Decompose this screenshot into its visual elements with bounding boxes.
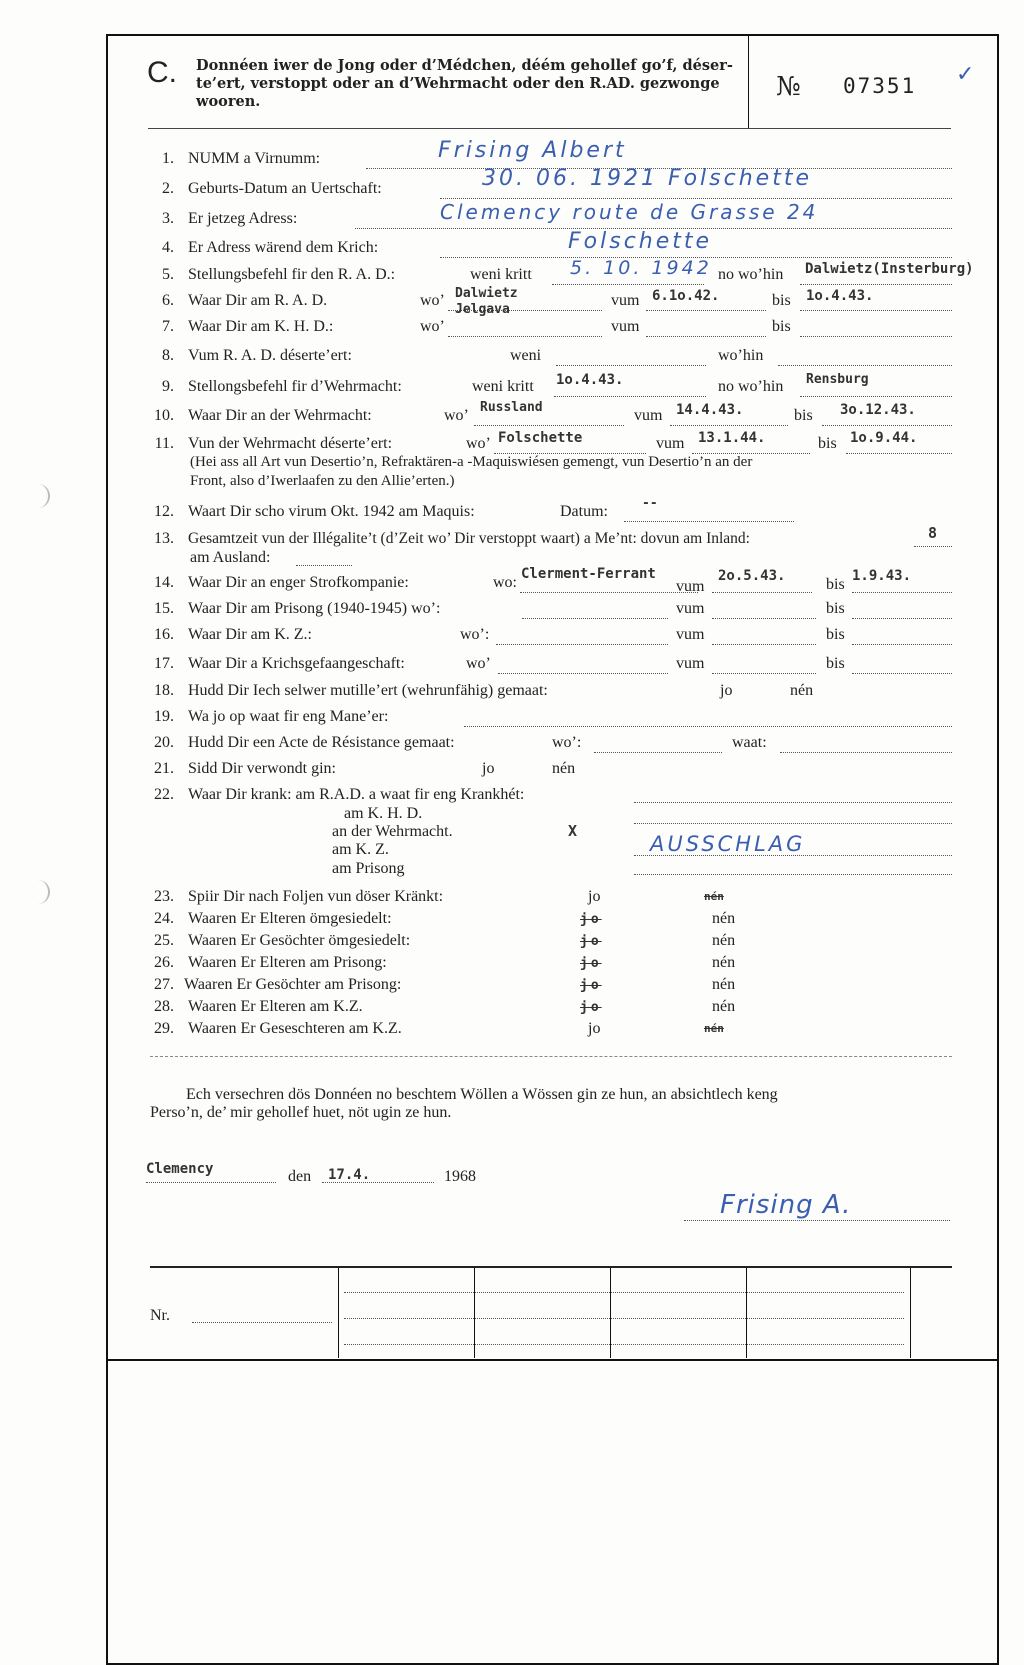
row-label: Waart Dir scho virum Okt. 1942 am Maquis:	[188, 503, 475, 520]
wehrmacht-place: Russland	[480, 400, 543, 415]
dotted-fill-line	[712, 673, 816, 674]
bis-label: bis	[826, 655, 845, 672]
wo-label: wo’	[420, 318, 445, 335]
dotted-fill-line	[448, 336, 602, 337]
yes-option-struck: jo	[580, 978, 602, 993]
where-label: wo’hin	[718, 347, 764, 364]
row-label: Vum R. A. D. déserte’ert:	[188, 347, 352, 364]
dotted-fill-line	[192, 1322, 332, 1323]
bis-label: bis	[772, 292, 791, 309]
dotted-fill-line	[914, 546, 952, 547]
row-number: 2.	[162, 180, 174, 197]
row-label: Waaren Er Elteren ömgesiedelt:	[188, 910, 392, 927]
wo-label: wo’	[420, 292, 445, 309]
maquis-date: --	[642, 496, 658, 511]
dotted-fill-line	[634, 874, 952, 875]
inland-months: 8	[928, 524, 938, 542]
dotted-fill-line	[344, 1318, 904, 1319]
wartime-address-value: Folschette	[568, 229, 713, 254]
row-label: Waaren Er Geseschteren am K.Z.	[188, 1020, 402, 1037]
dotted-fill-line	[474, 425, 624, 426]
row-number: 10.	[154, 407, 174, 424]
row-label: Er Adress wärend dem Krich:	[188, 239, 379, 256]
row-number: 18.	[154, 682, 174, 699]
where-label: no wo’hin	[718, 378, 784, 395]
rad-from: 6.1o.42.	[652, 288, 720, 304]
dotted-fill-line	[684, 1220, 950, 1221]
den-label: den	[288, 1168, 312, 1185]
name-value: Frising Albert	[438, 138, 627, 163]
vum-label: vum	[656, 435, 685, 452]
row-number: 21.	[154, 760, 174, 777]
footer-col-5	[910, 1268, 911, 1358]
bis-label: bis	[794, 407, 813, 424]
row-number: 11.	[154, 435, 174, 452]
row-label: Waaren Er Elteren am K.Z.	[188, 998, 363, 1015]
dotted-fill-line	[800, 284, 952, 285]
wehrmacht-order-place: Rensburg	[806, 372, 869, 387]
abroad-label: am Ausland:	[190, 549, 271, 566]
row-label: Waar Dir am R. A. D.	[188, 292, 328, 309]
dotted-fill-line	[554, 396, 706, 397]
header-title-line2: te’ert, verstoppt oder an d’Wehrmacht oder den R.AD. gezwonge	[196, 75, 720, 92]
row-label: Stellungsbefehl fir den R. A. D.:	[188, 266, 396, 283]
dotted-fill-line	[800, 310, 952, 311]
footer-col-1	[338, 1268, 339, 1358]
dotted-fill-line	[464, 726, 952, 727]
yes-option-struck: jo	[580, 1000, 602, 1015]
dotted-fill-line	[146, 1182, 276, 1183]
dotted-fill-line	[646, 336, 766, 337]
dotted-fill-line	[822, 425, 952, 426]
bis-label: bis	[772, 318, 791, 335]
rad-to: 1o.4.43.	[806, 288, 874, 304]
rad-place-1: Dalwietz	[455, 286, 518, 301]
row-number: 16.	[154, 626, 174, 643]
row-number: 17.	[154, 655, 174, 672]
row-number: 3.	[162, 210, 174, 227]
row-number: 6.	[162, 292, 174, 309]
sign-year: 1968	[444, 1168, 476, 1185]
dotted-fill-line	[778, 365, 952, 366]
row-label: Waar Dir am K. Z.:	[188, 626, 312, 643]
row-number: 23.	[154, 888, 174, 905]
row-number: 26.	[154, 954, 174, 971]
vum-label: vum	[676, 578, 705, 595]
waat-label: waat:	[732, 734, 767, 751]
rad-order-date: 5. 10. 1942	[570, 257, 712, 279]
header-title	[196, 57, 733, 111]
header-title-line1: Donnéen iwer de Jong oder d’Médchen, déém gehollef go’f, déser-	[196, 57, 733, 74]
desertion-note-line2: Front, also d’Iwerlaafen zu den Allie’erten.)	[190, 473, 455, 489]
rad-place-2: Jelgava	[455, 302, 510, 317]
row-label: Sidd Dir verwondt gin:	[188, 760, 336, 777]
yes-option-struck: jo	[580, 912, 602, 927]
no-option: nén	[790, 682, 814, 699]
dotted-fill-line	[498, 673, 668, 674]
wo-label: wo’	[466, 435, 491, 452]
when-label: weni kritt	[472, 378, 534, 395]
vum-label: vum	[611, 292, 640, 309]
sign-date: 17.4.	[328, 1167, 371, 1183]
dotted-fill-line	[552, 284, 704, 285]
row-number: 28.	[154, 998, 174, 1015]
row-label: Waar Dir krank: am R.A.D. a waat fir eng Krankhét:	[188, 786, 525, 803]
dotted-fill-line	[496, 644, 668, 645]
illness-sub-2: an der Wehrmacht.	[332, 823, 453, 840]
row-label: Spiir Dir nach Foljen vun döser Kränkt:	[188, 888, 444, 905]
dotted-fill-line	[670, 425, 788, 426]
signature: Frising A.	[720, 1190, 852, 1220]
dotted-fill-line	[646, 310, 766, 311]
wo-label: wo’	[466, 655, 491, 672]
row-label: Waar Dir an der Wehrmacht:	[188, 407, 372, 424]
address-value: Clemency route de Grasse 24	[440, 200, 819, 224]
when-label: weni	[510, 347, 542, 364]
vum-label: vum	[611, 318, 640, 335]
row-number: 24.	[154, 910, 174, 927]
punishment-company-place: Clerment-Ferrant	[521, 566, 656, 582]
illness-mark: X	[568, 822, 578, 840]
dotted-fill-line	[344, 1292, 904, 1293]
dotted-fill-line	[712, 644, 816, 645]
dotted-fill-line	[712, 592, 812, 593]
row-number: 29.	[154, 1020, 174, 1037]
illness-value: AUSSCHLAG	[650, 832, 806, 856]
wo-label: wo:	[493, 574, 517, 591]
bis-label: bis	[826, 626, 845, 643]
vum-label: vum	[634, 407, 663, 424]
number-symbol: №	[776, 72, 801, 102]
no-option-struck: nén	[704, 890, 724, 903]
no-option: nén	[712, 998, 736, 1015]
row-number: 22.	[154, 786, 174, 803]
row-label: Geburts-Datum an Uertschaft:	[188, 180, 382, 197]
dotted-fill-line	[296, 565, 352, 566]
yes-option: jo	[720, 682, 733, 699]
bis-label: bis	[826, 576, 845, 593]
dotted-fill-line	[712, 618, 816, 619]
row-label: Hudd Dir een Acte de Résistance gemaat:	[188, 734, 455, 751]
row-number: 19.	[154, 708, 174, 725]
bis-label: bis	[818, 435, 837, 452]
form-number: 07351	[843, 74, 917, 98]
dotted-fill-line	[800, 336, 952, 337]
row-label: Waar Dir am Prisong (1940-1945) wo’:	[188, 600, 441, 617]
punishment-company-to: 1.9.43.	[852, 568, 912, 584]
wehrmacht-from: 14.4.43.	[676, 402, 744, 418]
row-label: Vun der Wehrmacht déserte’ert:	[188, 435, 393, 452]
header-title-line3: wooren.	[196, 93, 261, 110]
wo-label: wo’:	[460, 626, 490, 643]
punch-hole-top	[38, 484, 50, 508]
row-number: 27.	[154, 976, 174, 993]
dotted-fill-line	[634, 823, 952, 824]
row-number: 20.	[154, 734, 174, 751]
where-label: no wo’hin	[718, 266, 784, 283]
birth-value: 30. 06. 1921 Folschette	[482, 166, 812, 191]
row-label: Waar Dir a Krichsgefaangeschaft:	[188, 655, 405, 672]
dotted-fill-line	[852, 644, 952, 645]
row-label: Waaren Er Gesöchter am Prisong:	[184, 976, 402, 993]
illness-sub-4: am Prisong	[332, 860, 405, 877]
row-label: Waaren Er Gesöchter ömgesiedelt:	[188, 932, 411, 949]
illness-sub-3: am K. Z.	[332, 841, 389, 858]
row-number: 8.	[162, 347, 174, 364]
yes-option: jo	[588, 888, 601, 905]
row-label: Waaren Er Elteren am Prisong:	[188, 954, 387, 971]
dotted-fill-line	[440, 198, 952, 199]
section-divider	[150, 1056, 952, 1057]
row-number: 9.	[162, 378, 174, 395]
wo-label: wo’	[444, 407, 469, 424]
row-label: NUMM a Virnumm:	[188, 150, 321, 167]
yes-option: jo	[588, 1020, 601, 1037]
declaration-line1: Ech versechren dös Donnéen no beschtem Wöllen a Wössen gin ze hun, an absichtlech keng	[186, 1086, 778, 1103]
header-separator	[148, 128, 951, 129]
illness-sub-1: am K. H. D.	[344, 805, 423, 822]
vum-label: vum	[676, 626, 705, 643]
dotted-fill-line	[780, 752, 952, 753]
dotted-fill-line	[634, 802, 952, 803]
row-label: Gesamtzeit vun der Illégalite’t (d’Zeit wo’ Dir verstoppt waart) a Me’nt: dovun am Inland:	[188, 530, 750, 547]
dotted-fill-line	[852, 673, 952, 674]
row-number: 13.	[154, 530, 174, 547]
dotted-fill-line	[522, 618, 668, 619]
wehrmacht-order-date: 1o.4.43.	[556, 372, 624, 388]
desertion-place: Folschette	[498, 430, 583, 446]
section-letter: C.	[147, 56, 177, 89]
no-option: nén	[552, 760, 576, 777]
row-number: 25.	[154, 932, 174, 949]
row-number: 1.	[162, 150, 174, 167]
row-number: 12.	[154, 503, 174, 520]
when-label: weni kritt	[470, 266, 532, 283]
no-option: nén	[712, 910, 736, 927]
wehrmacht-to: 3o.12.43.	[840, 402, 916, 418]
date-label: Datum:	[560, 503, 608, 520]
row-number: 5.	[162, 266, 174, 283]
wo-label: wo’:	[552, 734, 582, 751]
yes-option-struck: jo	[580, 956, 602, 971]
punishment-company-from: 2o.5.43.	[718, 568, 786, 584]
footer-rule-thick	[150, 1266, 952, 1268]
dotted-fill-line	[624, 521, 794, 522]
dotted-fill-line	[846, 453, 952, 454]
row-label: Wa jo op waat fir eng Mane’er:	[188, 708, 389, 725]
place-value: Clemency	[146, 1161, 214, 1177]
dotted-fill-line	[344, 1344, 904, 1345]
desertion-from: 13.1.44.	[698, 430, 766, 446]
header-divider	[748, 36, 749, 128]
row-label: Waar Dir an enger Strofkompanie:	[188, 574, 409, 591]
row-number: 14.	[154, 574, 174, 591]
row-label: Hudd Dir Iech selwer mutille’ert (wehrunfähig) gemaat:	[188, 682, 548, 699]
bis-label: bis	[826, 600, 845, 617]
dotted-fill-line	[852, 618, 952, 619]
row-label: Waar Dir am K. H. D.:	[188, 318, 334, 335]
footer-top-rule	[106, 1359, 997, 1361]
dotted-fill-line	[556, 365, 706, 366]
no-option: nén	[712, 976, 736, 993]
row-number: 7.	[162, 318, 174, 335]
vum-label: vum	[676, 655, 705, 672]
yes-option-struck: jo	[580, 934, 602, 949]
no-option-struck: nén	[704, 1022, 724, 1035]
no-option: nén	[712, 954, 736, 971]
desertion-to: 1o.9.44.	[850, 430, 918, 446]
vum-label: vum	[676, 600, 705, 617]
dotted-fill-line	[594, 752, 722, 753]
row-label: Er jetzeg Adress:	[188, 210, 298, 227]
desertion-note-line1: (Hei ass all Art vun Desertio’n, Refraktären-a -Maquiswiésen gemengt, vun Desertio’n an der	[190, 454, 753, 470]
row-number: 15.	[154, 600, 174, 617]
yes-option: jo	[482, 760, 495, 777]
row-label: Stellongsbefehl fir d’Wehrmacht:	[188, 378, 402, 395]
dotted-fill-line	[852, 592, 952, 593]
dotted-fill-line	[800, 396, 952, 397]
nr-label: Nr.	[150, 1307, 170, 1324]
no-option: nén	[712, 932, 736, 949]
declaration-line2: Perso’n, de’ mir gehollef huet, nöt ugin ze hun.	[150, 1104, 452, 1121]
rad-order-place: Dalwietz(Insterburg)	[805, 261, 974, 277]
row-number: 4.	[162, 239, 174, 256]
check-mark-icon: ✓	[956, 62, 975, 87]
dotted-fill-line	[520, 592, 698, 593]
punch-hole-bottom	[38, 880, 50, 904]
